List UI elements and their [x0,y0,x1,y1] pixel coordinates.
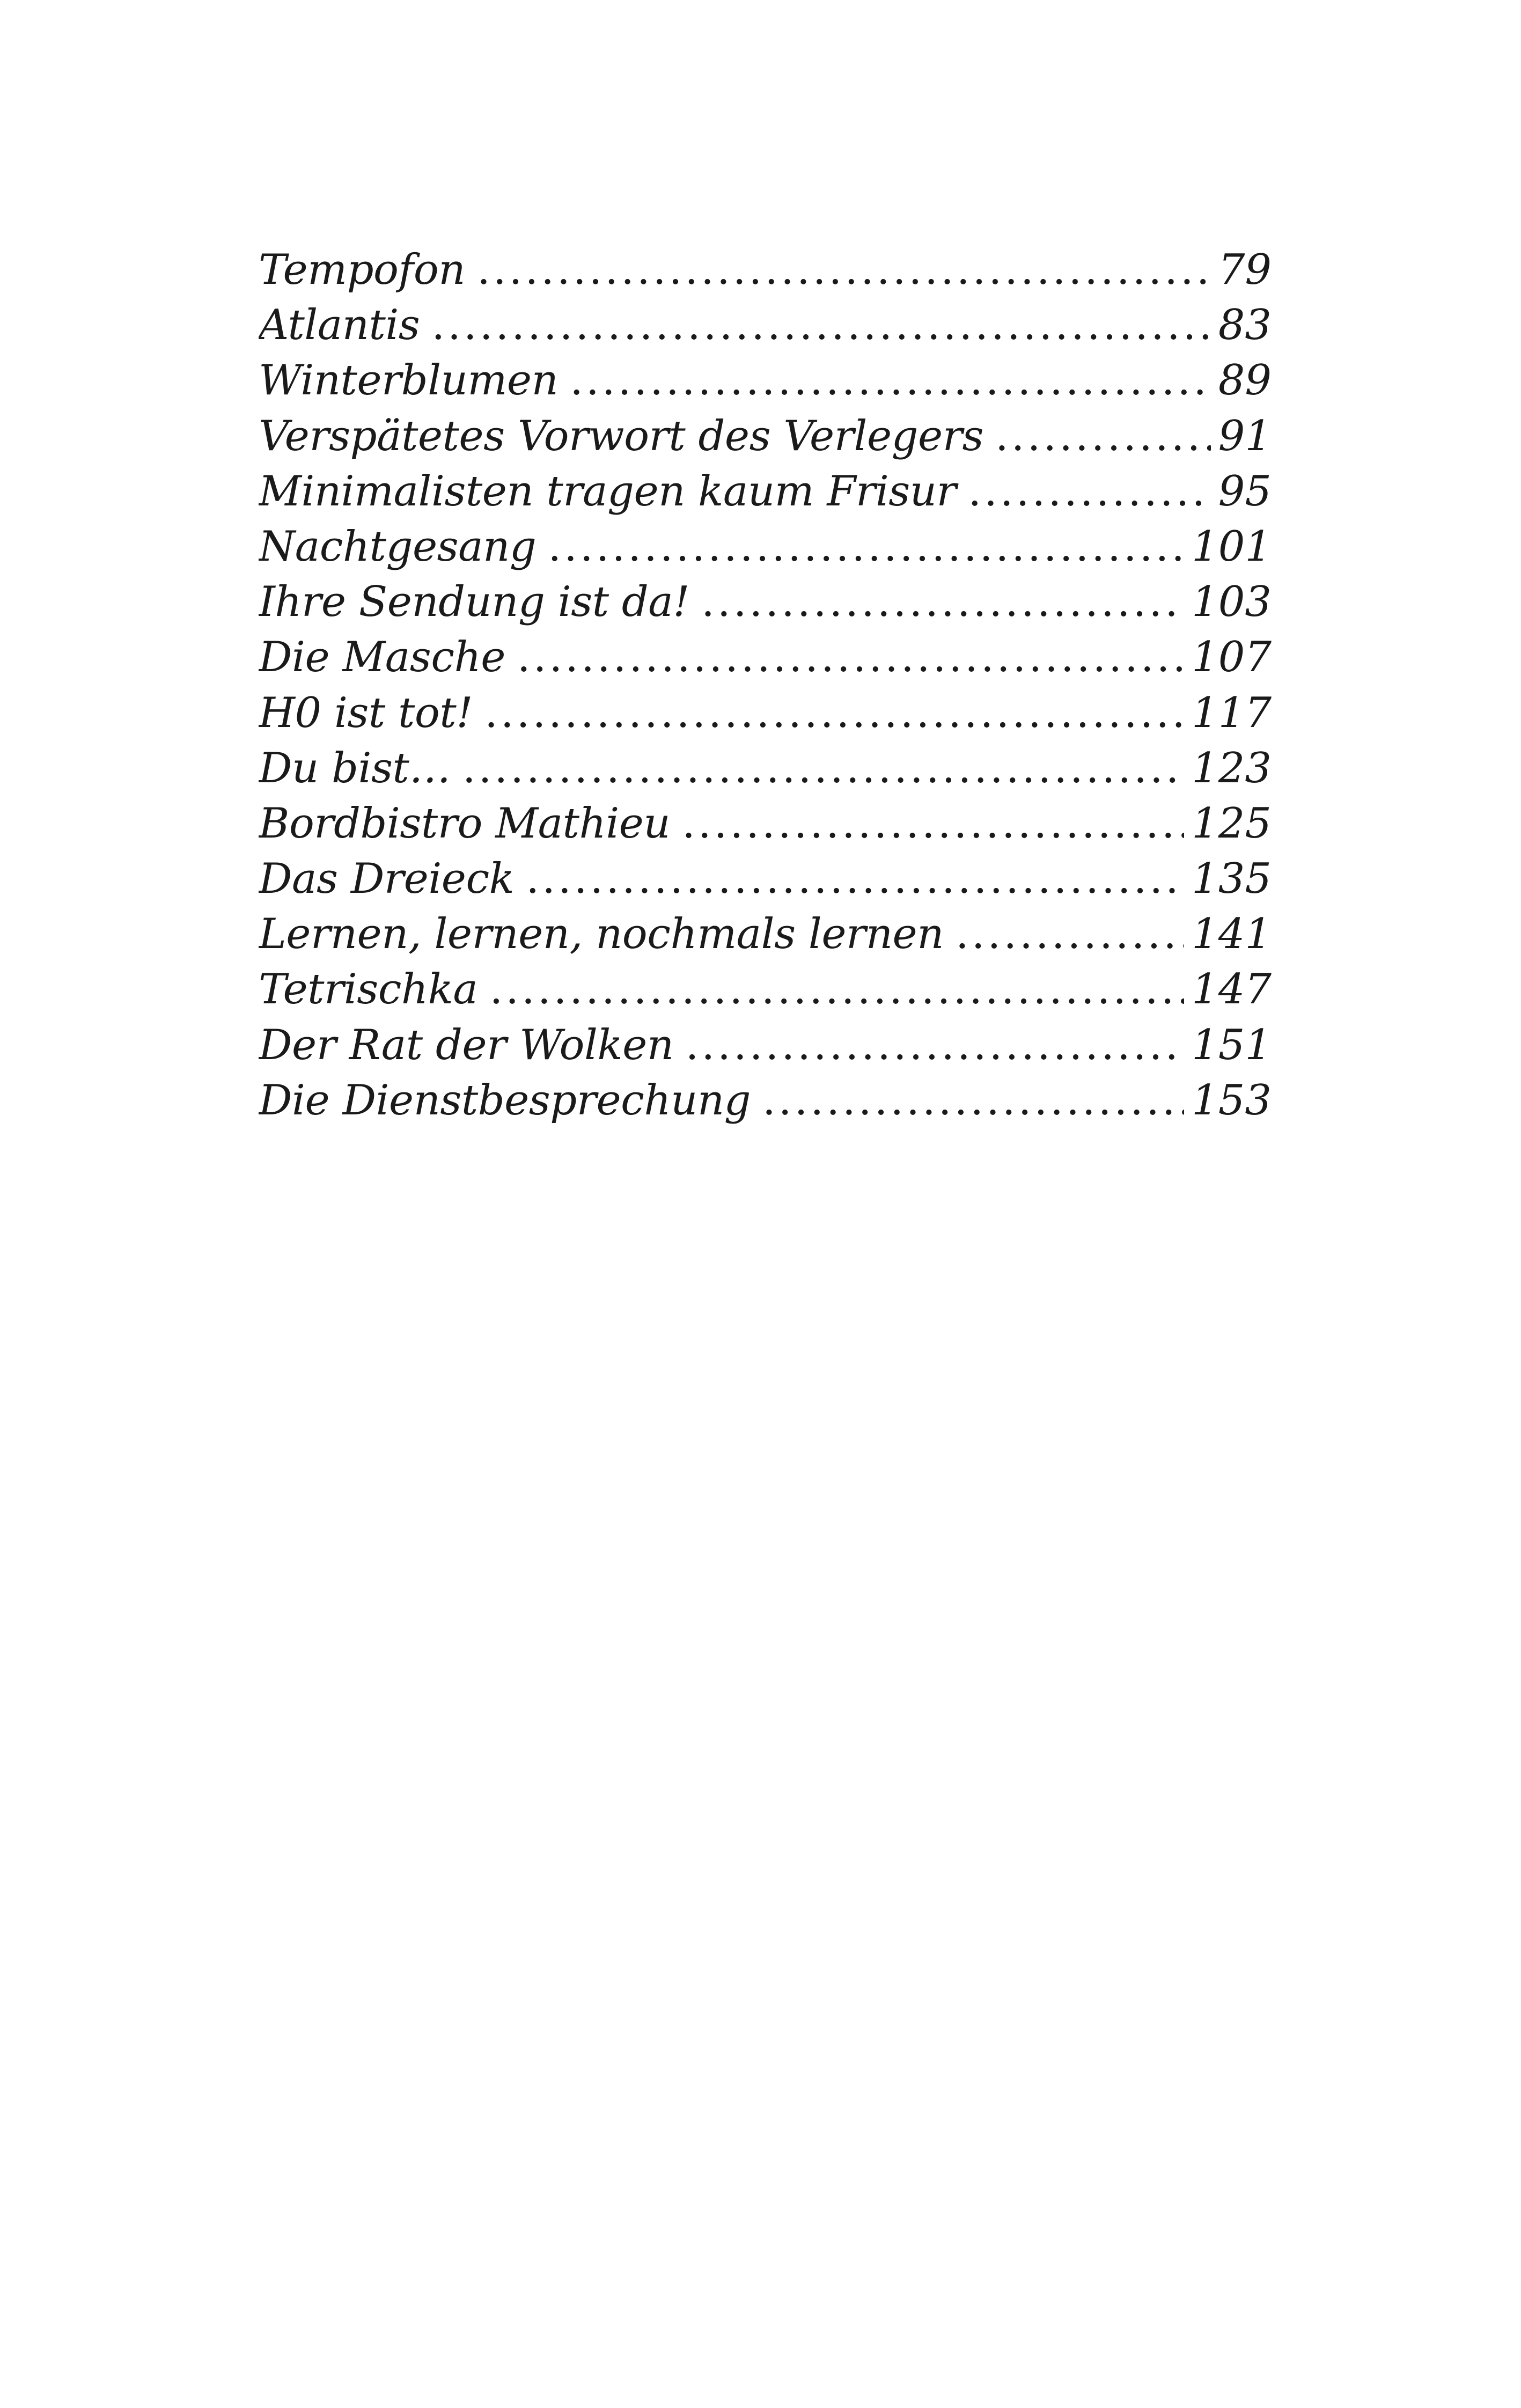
toc-entry[interactable] [259,464,1272,519]
toc-dot-leader [701,575,1184,630]
toc-entry[interactable] [259,409,1272,464]
toc-entry-page: 141 [1192,910,1272,959]
toc-entry-title: Tempofon [259,246,466,294]
toc-dot-leader [526,851,1184,907]
toc-dot-leader [431,298,1210,353]
toc-entry-page: 147 [1192,965,1272,1014]
toc-dot-leader [484,686,1184,741]
toc-dot-leader [995,409,1211,464]
toc-entry-page: 117 [1192,688,1272,737]
toc-entry-page: 125 [1192,799,1272,848]
toc-entry-page: 89 [1218,356,1272,405]
toc-dot-leader [956,907,1184,962]
toc-entry-title: Lernen, lernen, nochmals lernen [259,910,944,959]
toc-dot-leader [517,630,1184,685]
toc-entry[interactable] [259,741,1272,796]
toc-entry[interactable] [259,519,1272,575]
toc-entry-page: 151 [1192,1021,1272,1069]
toc-entry-title: Minimalisten tragen kaum Frisur [259,467,957,516]
toc-entry[interactable] [259,1073,1272,1128]
toc-entry-page: 103 [1192,578,1272,627]
toc-entry-page: 135 [1192,855,1272,904]
toc-entry-page: 101 [1192,522,1272,571]
toc-entry[interactable] [259,851,1272,907]
toc-entry-title: Winterblumen [259,356,559,405]
toc-entry[interactable] [259,1018,1272,1073]
toc-entry-title: Die Masche [259,633,505,682]
toc-entry-title: Die Dienstbesprechung [259,1076,751,1125]
toc-entry-title: Atlantis [259,301,420,350]
toc-entry-page: 79 [1218,246,1272,294]
toc-entry[interactable] [259,907,1272,962]
toc-entry[interactable] [259,575,1272,630]
toc-entry-title: Ihre Sendung ist da! [259,578,690,627]
toc-entry-title: Nachtgesang [259,522,537,571]
toc-dot-leader [489,962,1184,1017]
toc-entry[interactable] [259,298,1272,353]
toc-dot-leader [762,1073,1184,1128]
toc-entry-page: 95 [1218,467,1272,516]
toc-entry-title: Du bist… [259,744,451,792]
toc-entry-title: Bordbistro Mathieu [259,799,671,848]
toc-entry-title: Verspätetes Vorwort des Verlegers [259,412,984,460]
toc-entry-page: 123 [1192,744,1272,792]
toc-entry-page: 91 [1218,412,1272,460]
toc-entry-title: Der Rat der Wolken [259,1021,674,1069]
toc-entry[interactable] [259,796,1272,851]
toc-entry[interactable] [259,962,1272,1017]
table-of-contents [259,243,1272,1128]
toc-entry[interactable] [259,353,1272,408]
toc-dot-leader [570,353,1210,408]
toc-entry-title: Tetrischka [259,965,478,1014]
toc-entry-page: 153 [1192,1076,1272,1125]
toc-entry-title: H0 ist tot! [259,688,473,737]
toc-dot-leader [686,1018,1185,1073]
toc-dot-leader [548,519,1184,575]
toc-entry[interactable] [259,686,1272,741]
toc-entry-page: 107 [1192,633,1272,682]
toc-dot-leader [682,796,1184,851]
toc-dot-leader [462,741,1184,796]
toc-entry[interactable] [259,630,1272,685]
toc-entry-title: Das Dreieck [259,855,515,904]
toc-dot-leader [968,464,1210,519]
toc-entry-page: 83 [1218,301,1272,350]
toc-dot-leader [477,243,1211,298]
toc-entry[interactable] [259,243,1272,298]
